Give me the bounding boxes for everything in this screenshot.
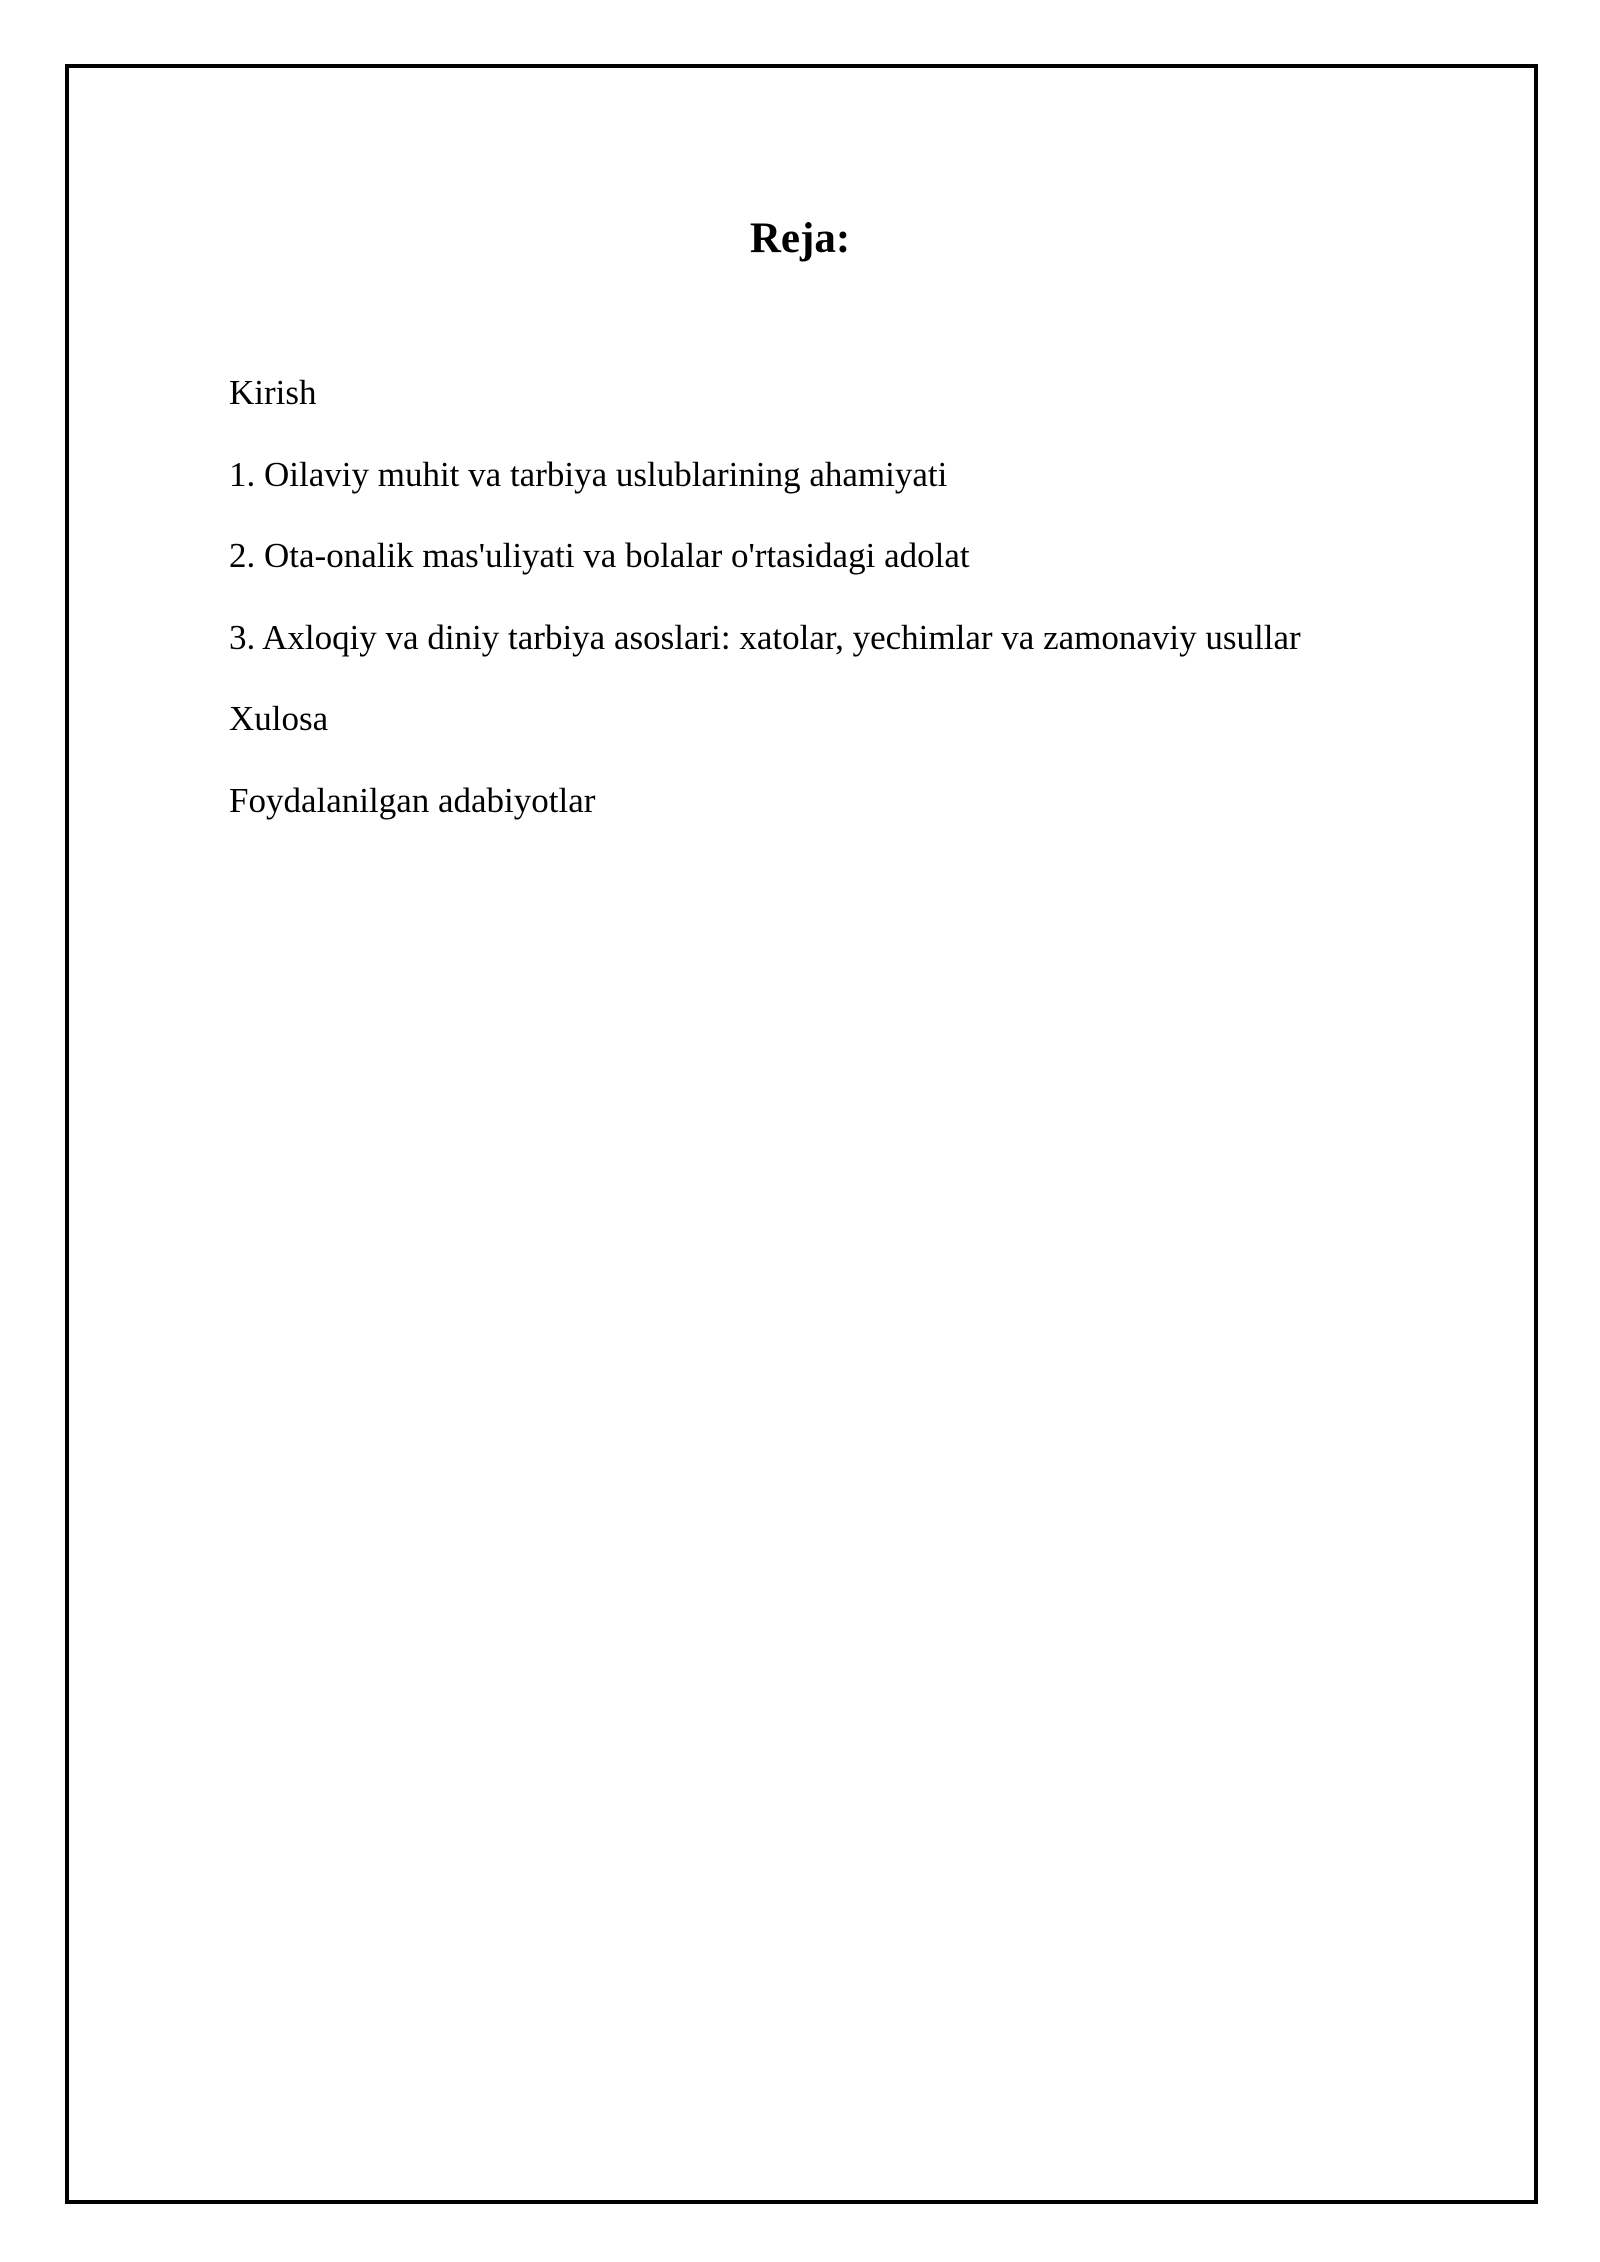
plan-item-introduction: Kirish [229, 373, 317, 412]
plan-item-1: 1. Oilaviy muhit va tarbiya uslublarining ahamiyati [229, 454, 948, 494]
plan-list [229, 372, 1489, 861]
plan-item-3: 3. Axloqiy va diniy tarbiya asoslari: xatolar, yechimlar va zamonaviy usullar [229, 617, 1301, 657]
plan-item-references: Foydalanilgan adabiyotlar [229, 780, 596, 820]
page-title: Reja: [749, 215, 851, 262]
plan-item-conclusion: Xulosa [229, 699, 329, 738]
plan-item-2: 2. Ota-onalik mas'uliyati va bolalar o'rtasidagi adolat [229, 536, 970, 575]
